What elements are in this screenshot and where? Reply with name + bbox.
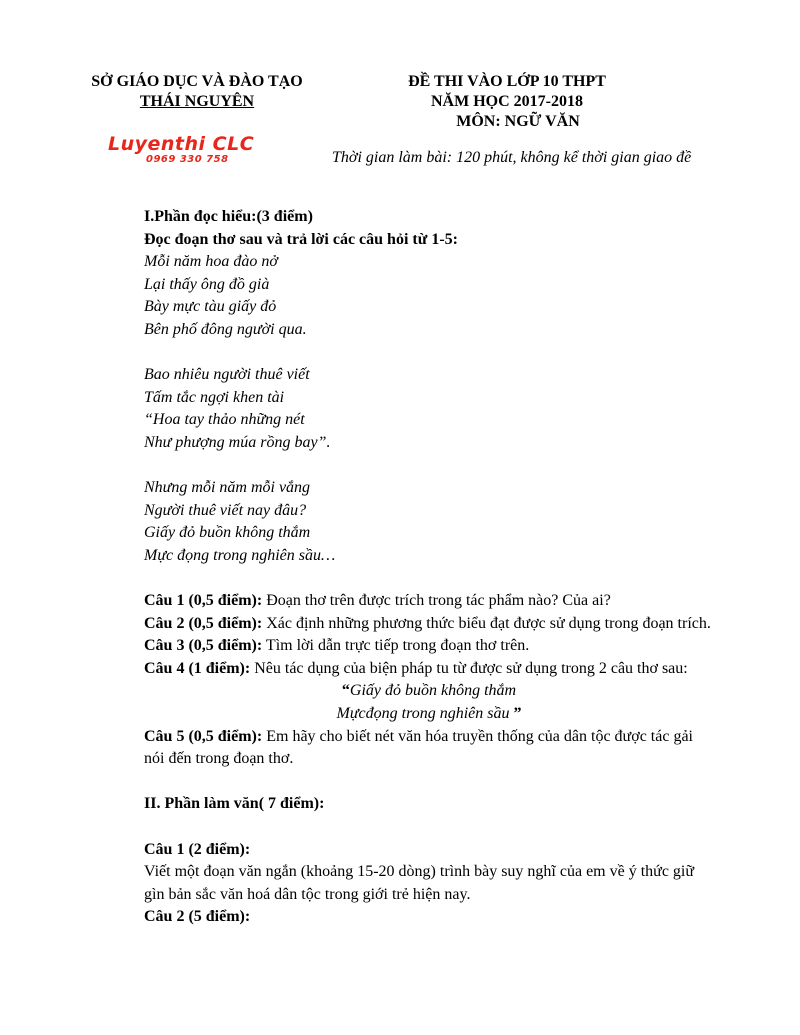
logo-phone: 0969 330 758 bbox=[146, 154, 229, 165]
luyenthi-logo bbox=[108, 134, 268, 166]
poem-line: Tấm tắc ngợi khen tài bbox=[144, 388, 285, 406]
exam-header bbox=[382, 72, 632, 132]
question-4: Câu 4 (1 điểm): Nêu tác dụng của biện pháp tu từ được sử dụng trong 2 câu thơ sau: bbox=[144, 659, 688, 677]
poem-line: Mỗi năm hoa đào nở bbox=[144, 253, 278, 271]
exam-title: ĐỀ THI VÀO LỚP 10 THPT bbox=[408, 73, 606, 90]
part1-title: I.Phần đọc hiểu:(3 điểm) bbox=[144, 208, 313, 225]
poem-line: Bao nhiêu người thuê viết bbox=[144, 366, 310, 384]
question-3: Câu 3 (0,5 điểm): Tìm lời dẫn trực tiếp trong đoạn thơ trên. bbox=[144, 637, 530, 655]
issuer-header bbox=[72, 72, 322, 112]
exam-content bbox=[144, 206, 714, 929]
poem-line: Bày mực tàu giấy đỏ bbox=[144, 298, 277, 316]
school-year: NĂM HỌC 2017-2018 bbox=[431, 93, 583, 110]
poem-line: Nhưng mỗi năm mỗi vắng bbox=[144, 479, 311, 497]
poem-line: Bên phố đông người qua. bbox=[144, 320, 307, 338]
poem-line: Lại thấy ông đồ già bbox=[144, 275, 270, 293]
part1-instruction: Đọc đoạn thơ sau và trả lời các câu hỏi từ 1-5: bbox=[144, 230, 458, 248]
part2-title: II. Phần làm văn( 7 điểm): bbox=[144, 795, 325, 813]
poem-line: Giấy đỏ buồn không thắm bbox=[144, 524, 311, 542]
poem-line: Người thuê viết nay đâu? bbox=[144, 501, 307, 519]
subject: MÔN: NGỮ VĂN bbox=[456, 113, 580, 130]
question-1: Câu 1 (0,5 điểm): Đoạn thơ trên được trích trong tác phẩm nào? Của ai? bbox=[144, 592, 611, 610]
question-5: Câu 5 (0,5 điểm): Em hãy cho biết nét văn hóa truyền thống của dân tộc được tác gải nói đến trong đoạn thơ. bbox=[144, 727, 693, 768]
time-note: Thời gian làm bài: 120 phút, không kể thời gian giao đề bbox=[332, 149, 692, 166]
quote-line-1: “Giấy đỏ buồn không thắm bbox=[341, 682, 517, 700]
province-name: THÁI NGUYÊN bbox=[139, 93, 255, 110]
department-name: SỞ GIÁO DỤC VÀ ĐÀO TẠO bbox=[91, 73, 303, 90]
poem-line: Mực đọng trong nghiên sầu… bbox=[144, 546, 336, 564]
logo-name: Luyenthi CLC bbox=[108, 133, 255, 155]
essay-question-2-label: Câu 2 (5 điểm): bbox=[144, 908, 251, 926]
essay-question-1-label: Câu 1 (2 điểm): bbox=[144, 840, 251, 858]
question-2: Câu 2 (0,5 điểm): Xác định những phương thức biểu đạt được sử dụng trong đoạn trích. bbox=[144, 614, 711, 632]
quote-line-2: Mựcđọng trong nghiên sầu ” bbox=[336, 705, 522, 723]
essay-question-1-text: Viết một đoạn văn ngắn (khoảng 15-20 dòng) trình bày suy nghĩ của em về ý thức giữ gìn bản sắc văn hoá dân tộc trong giới trẻ hiện nay. bbox=[144, 863, 695, 903]
poem-line: Như phượng múa rồng bay”. bbox=[144, 433, 331, 451]
poem-line: “Hoa tay thảo những nét bbox=[144, 411, 305, 429]
